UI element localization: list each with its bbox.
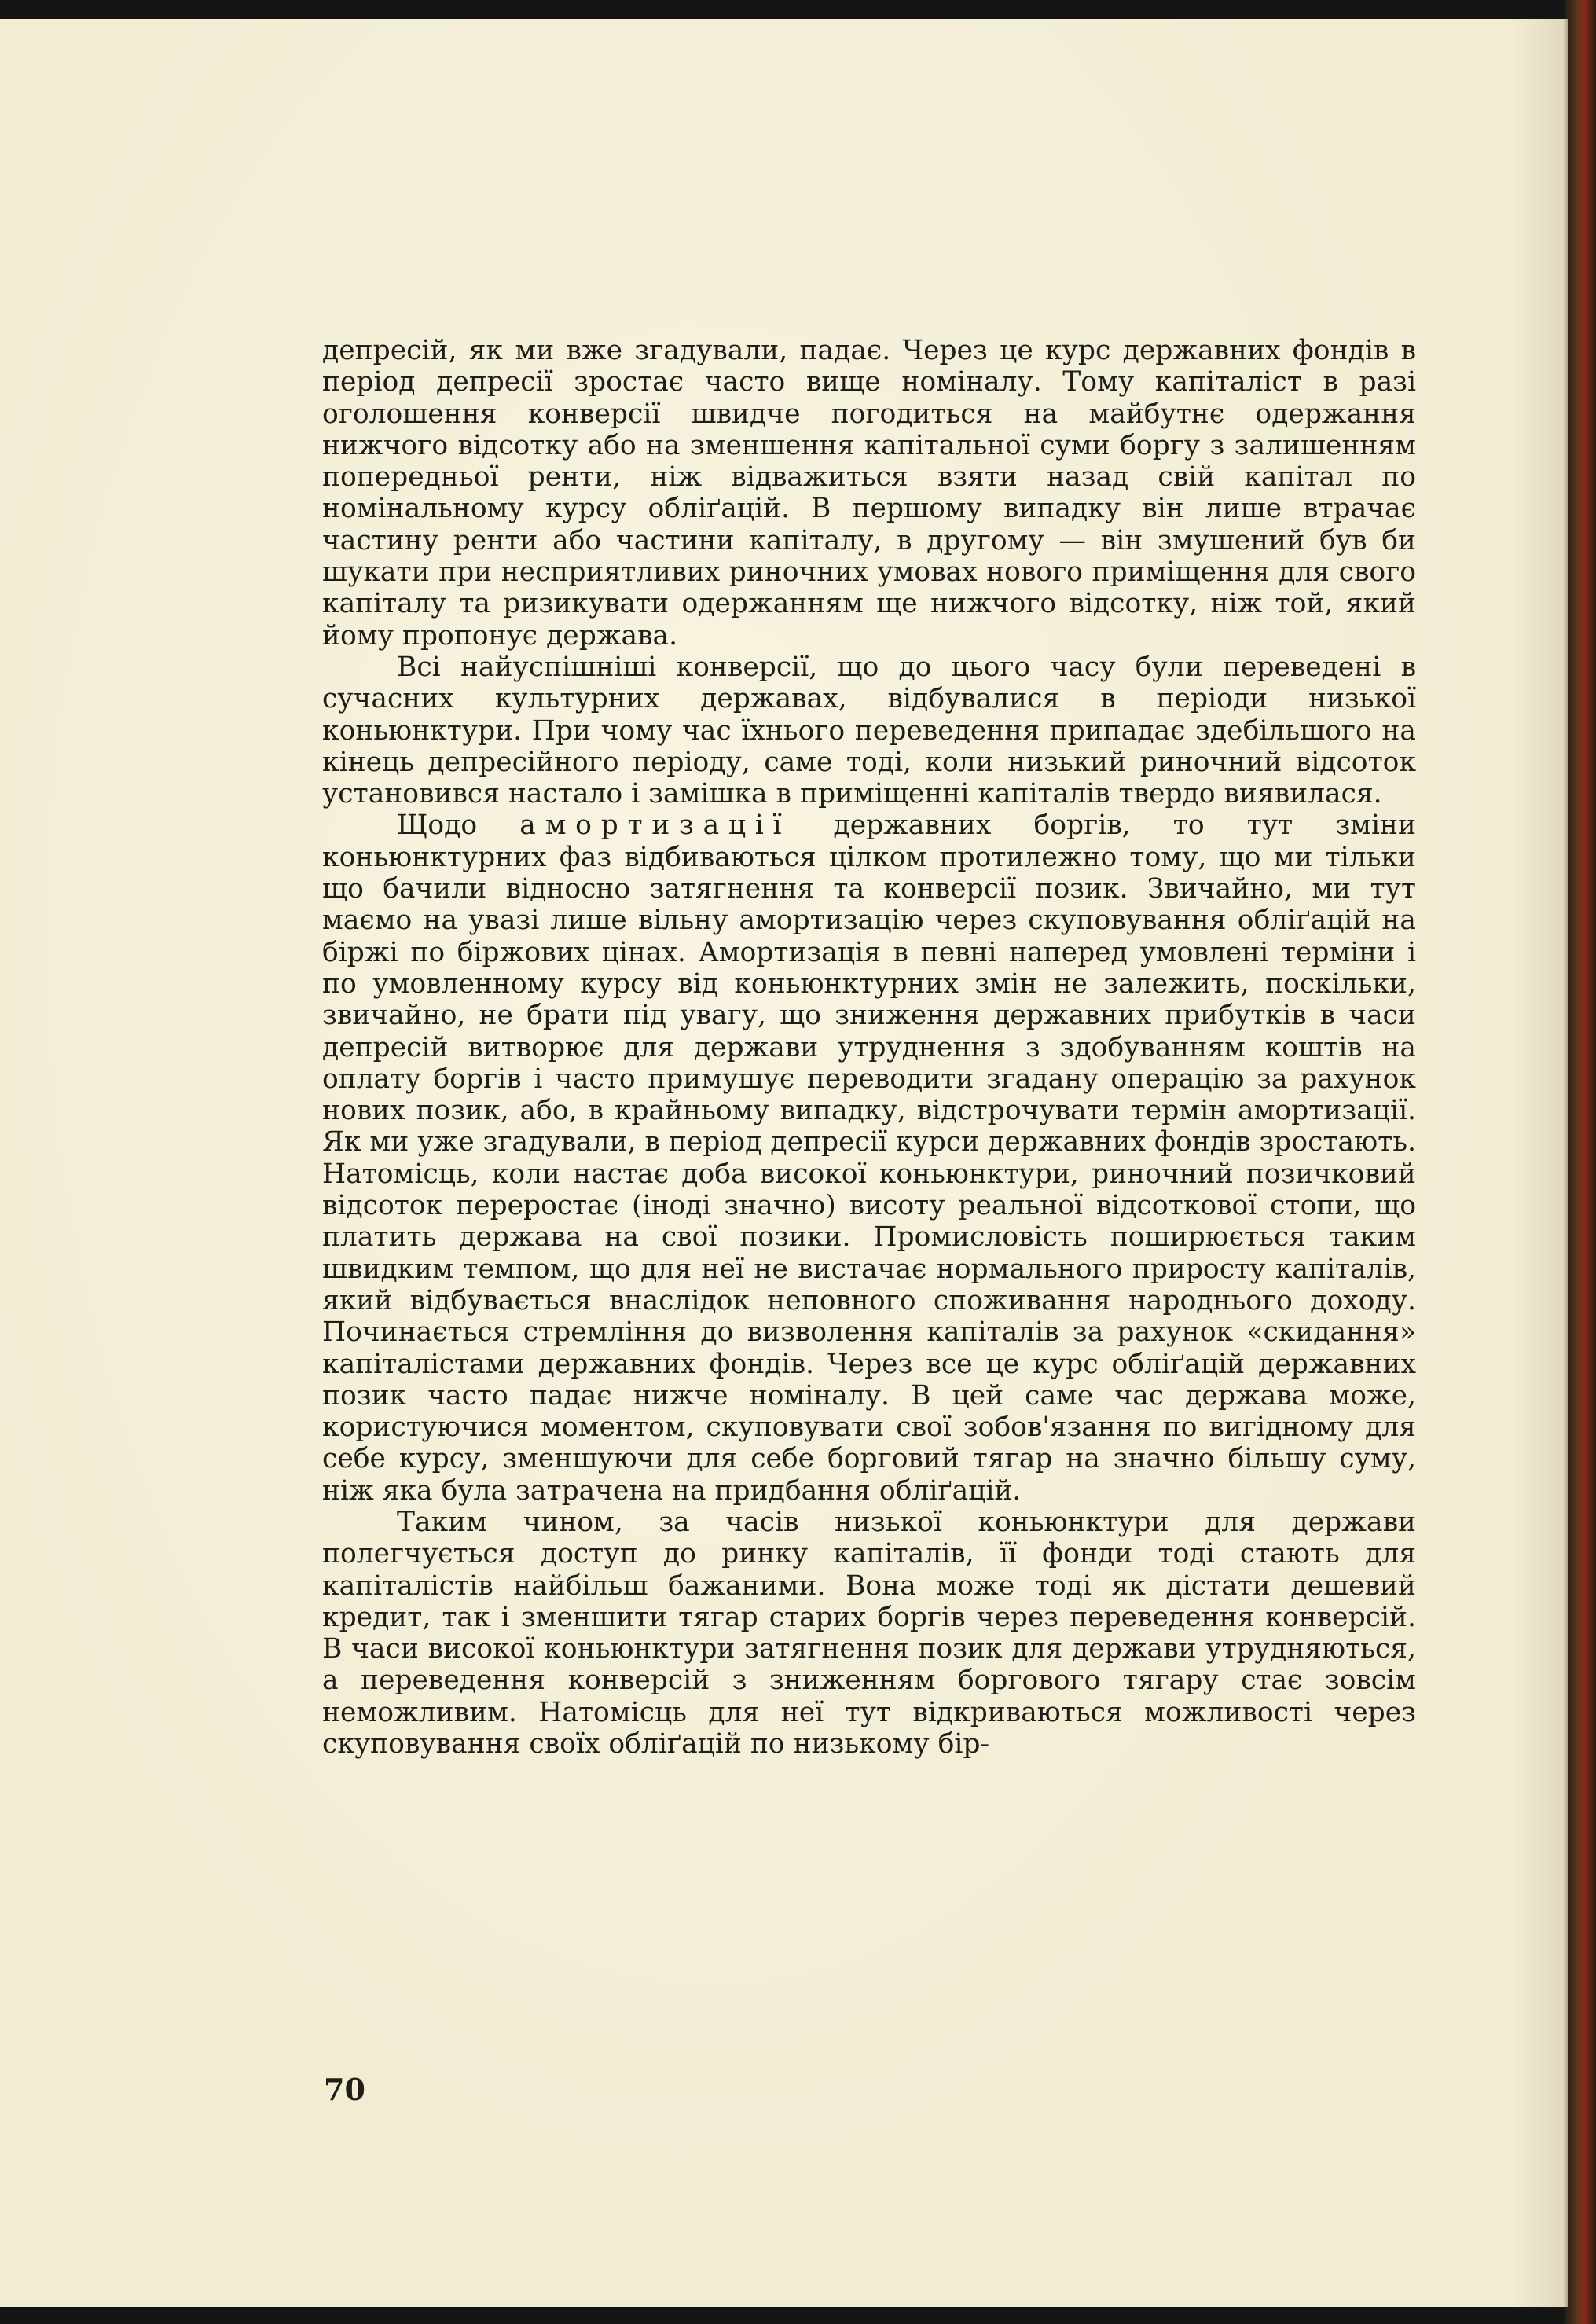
book-spine xyxy=(1568,0,1596,2324)
paragraph-3-prefix: Щодо xyxy=(397,810,478,842)
page-number: 70 xyxy=(324,2072,365,2107)
paragraph-3-text: державних боргів, то тут зміни коньюнктурних фаз відбиваються цілком протилежно тому, що ми тільки що бачили відносно затягнення та конверсії позик. Звичайно, ми тут маємо на увазі лише вільну амортизацію через скуповування обліґацій на біржі по біржових цінах. Амортизація в певні наперед умовлені терміни і по умовленному курсу від коньюнктурних змін не залежить, поскільки, звичайно, не брати під увагу, що зниження державних прибутків в часи депресій витворює для держави утруднення з здобуванням коштів на оплату боргів і часто примушує переводити згадану операцію за рахунок нових позик, або, в крайньому випадку, відстрочувати термін амортизації. Як ми уже згадували, в період депресії курси державних фондів зростають. Натомісць, коли настає доба високої коньюнктури, риночний позичковий відсоток переростає (іноді значно) висоту реальної відсоткової стопи, що платить держава на свої позики. Промисловість поширюється таким швидким темпом, що для неї не вистачає нормального приросту капіталів, який відбувається внаслідок неповного споживання народнього доходу. Починається стремління до визволення капіталів за рахунок «скидання» капіталістами державних фондів. Через все це курс обліґацій державних позик часто падає нижче номіналу. В цей саме час держава може, користуючися моментом, скуповувати свої зобов'язання по вигідному для себе курсу, зменшуючи для себе борговий тягар на значно більшу суму, ніж яка була затрачена на придбання обліґацій. xyxy=(322,810,1417,1507)
book-page xyxy=(0,19,1576,2307)
emphasis-amortization: амортизації xyxy=(519,810,791,842)
paragraph-1: депресій, як ми вже згадували, падає. Через це курс державних фондів в період депресії зростає часто вище номіналу. Тому капіталіст в разі оголошення конверсії швидче погодиться на майбутнє одержання нижчого відсотку або на зменшення капітальної суми боргу з залишенням попередньої ренти, ніж відважиться взяти назад свій капітал по номінальному курсу обліґацій. В першому випадку він лише втрачає частину ренти або частини капіталу, в другому — він змушений був би шукати при несприятливих риночних умовах нового приміщення для свого капіталу та ризикувати одержанням ще нижчого відсотку, ніж той, який йому пропонує держава. xyxy=(322,335,1416,652)
paragraph-3 xyxy=(322,810,1416,1507)
paragraph-4: Таким чином, за часів низької коньюнктури для держави полегчується доступ до ринку капіталів, її фонди тоді стають для капіталістів найбільш бажаними. Вона може тоді як дістати дешевий кредит, так і зменшити тягар старих боргів через переведення конверсій. В часи високої коньюнктури затягнення позик для держави утрудняються, а переведення конверсій з зниженням боргового тягару стає зовсім неможливим. Натомісць для неї тут відкриваються можливості через скуповування своїх обліґацій по низькому бір- xyxy=(322,1506,1416,1760)
paragraph-2: Всі найуспішніші конверсії, що до цього часу були переведені в сучасних культурних державах, відбувалися в періоди низької коньюнктури. При чому час їхнього переведення припадає здебільшого на кінець депресійного періоду, саме тоді, коли низький риночний відсоток установився настало і замішка в приміщенні капіталів твердо виявилася. xyxy=(322,651,1416,810)
body-text xyxy=(322,335,1416,1760)
